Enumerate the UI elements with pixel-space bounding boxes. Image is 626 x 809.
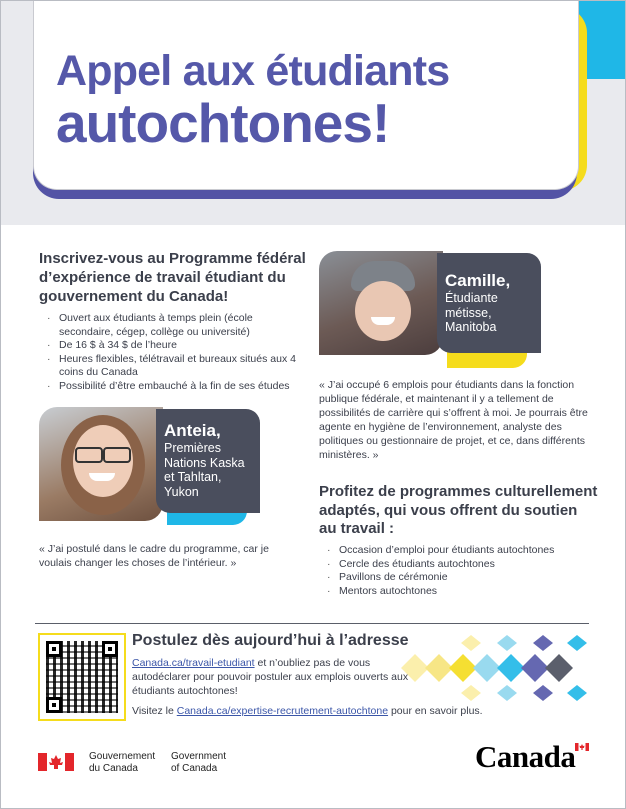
indigenous-pattern-graphic xyxy=(401,635,591,701)
section-divider xyxy=(35,623,589,624)
canada-wordmark: Canada xyxy=(475,739,576,774)
list-item: · Pavillons de cérémonie xyxy=(319,571,599,585)
program-benefits-list xyxy=(39,312,299,393)
list-item: · Occasion d’emploi pour étudiants autochtones xyxy=(319,544,599,558)
wordmark-flag-icon xyxy=(575,743,589,751)
camille-name: Camille, xyxy=(445,271,511,290)
apply-instructions: et n’oubliez pas de vous autodéclarer pour pouvoir postuler aux emplois ouverts aux étudiants autochtones! xyxy=(132,657,409,697)
apply-heading: Postulez dès aujourd’hui à l’adresse xyxy=(132,632,409,649)
list-item: · Mentors autochtones xyxy=(319,585,599,599)
visit-text: Visitez le Canada.ca/expertise-recrutement-autochtone pour en savoir plus. xyxy=(132,705,483,717)
list-item: · Cercle des étudiants autochtones xyxy=(319,558,599,572)
qr-code[interactable] xyxy=(38,633,126,721)
canada-flag-icon xyxy=(38,753,74,771)
government-fr-label: Gouvernement du Canada xyxy=(89,751,156,774)
government-en-label: Government of Canada xyxy=(171,751,227,774)
header-card xyxy=(33,1,579,190)
support-programs-list xyxy=(319,544,599,598)
list-item: · De 16 $ à 34 $ de l’heure xyxy=(39,339,299,353)
support-programs-heading: Profitez de programmes culturellement adaptés, qui vous offrent du soutien au travail : xyxy=(319,483,598,537)
list-item: · Possibilité d’être embauché à la fin de ses études xyxy=(39,380,299,394)
anteia-name: Anteia, xyxy=(164,421,221,440)
program-heading: Inscrivez-vous au Programme fédéral d’expérience de travail étudiant du gouvernement du Canada! xyxy=(39,250,306,305)
anteia-quote: « J’ai postulé dans le cadre du programme, car je voulais changer les choses de l’intérieur. » xyxy=(39,543,269,569)
camille-photo xyxy=(319,251,443,355)
anteia-description: Premières Nations Kaska et Tahltan, Yukon xyxy=(164,441,245,499)
student-jobs-link[interactable]: Canada.ca/travail-etudiant xyxy=(132,657,255,669)
apply-text xyxy=(132,656,412,698)
anteia-photo xyxy=(39,407,163,521)
page-title-line2: autochtones! xyxy=(56,92,390,154)
camille-quote: « J’ai occupé 6 emplois pour étudiants dans la fonction publique fédérale, et maintenant il y a tellement de possibilités de carrière qui s’offrent à moi. Je pourrais être agente en hygiène de l’environnement, analyste des politiques ou gestionnaire de projet, et ce, dans différents ministères. » xyxy=(319,379,588,461)
anteia-name-card xyxy=(156,409,260,513)
camille-description: Étudiante métisse, Manitoba xyxy=(445,291,498,334)
list-item: · Heures flexibles, télétravail et bureaux situés aux 4 coins du Canada xyxy=(39,353,299,380)
page-title-line1: Appel aux étudiants xyxy=(56,47,450,95)
camille-name-card xyxy=(437,253,541,353)
list-item: · Ouvert aux étudiants à temps plein (école secondaire, cégep, collège ou université) xyxy=(39,312,299,339)
indigenous-recruitment-link[interactable]: Canada.ca/expertise-recrutement-autochtone xyxy=(176,705,389,717)
